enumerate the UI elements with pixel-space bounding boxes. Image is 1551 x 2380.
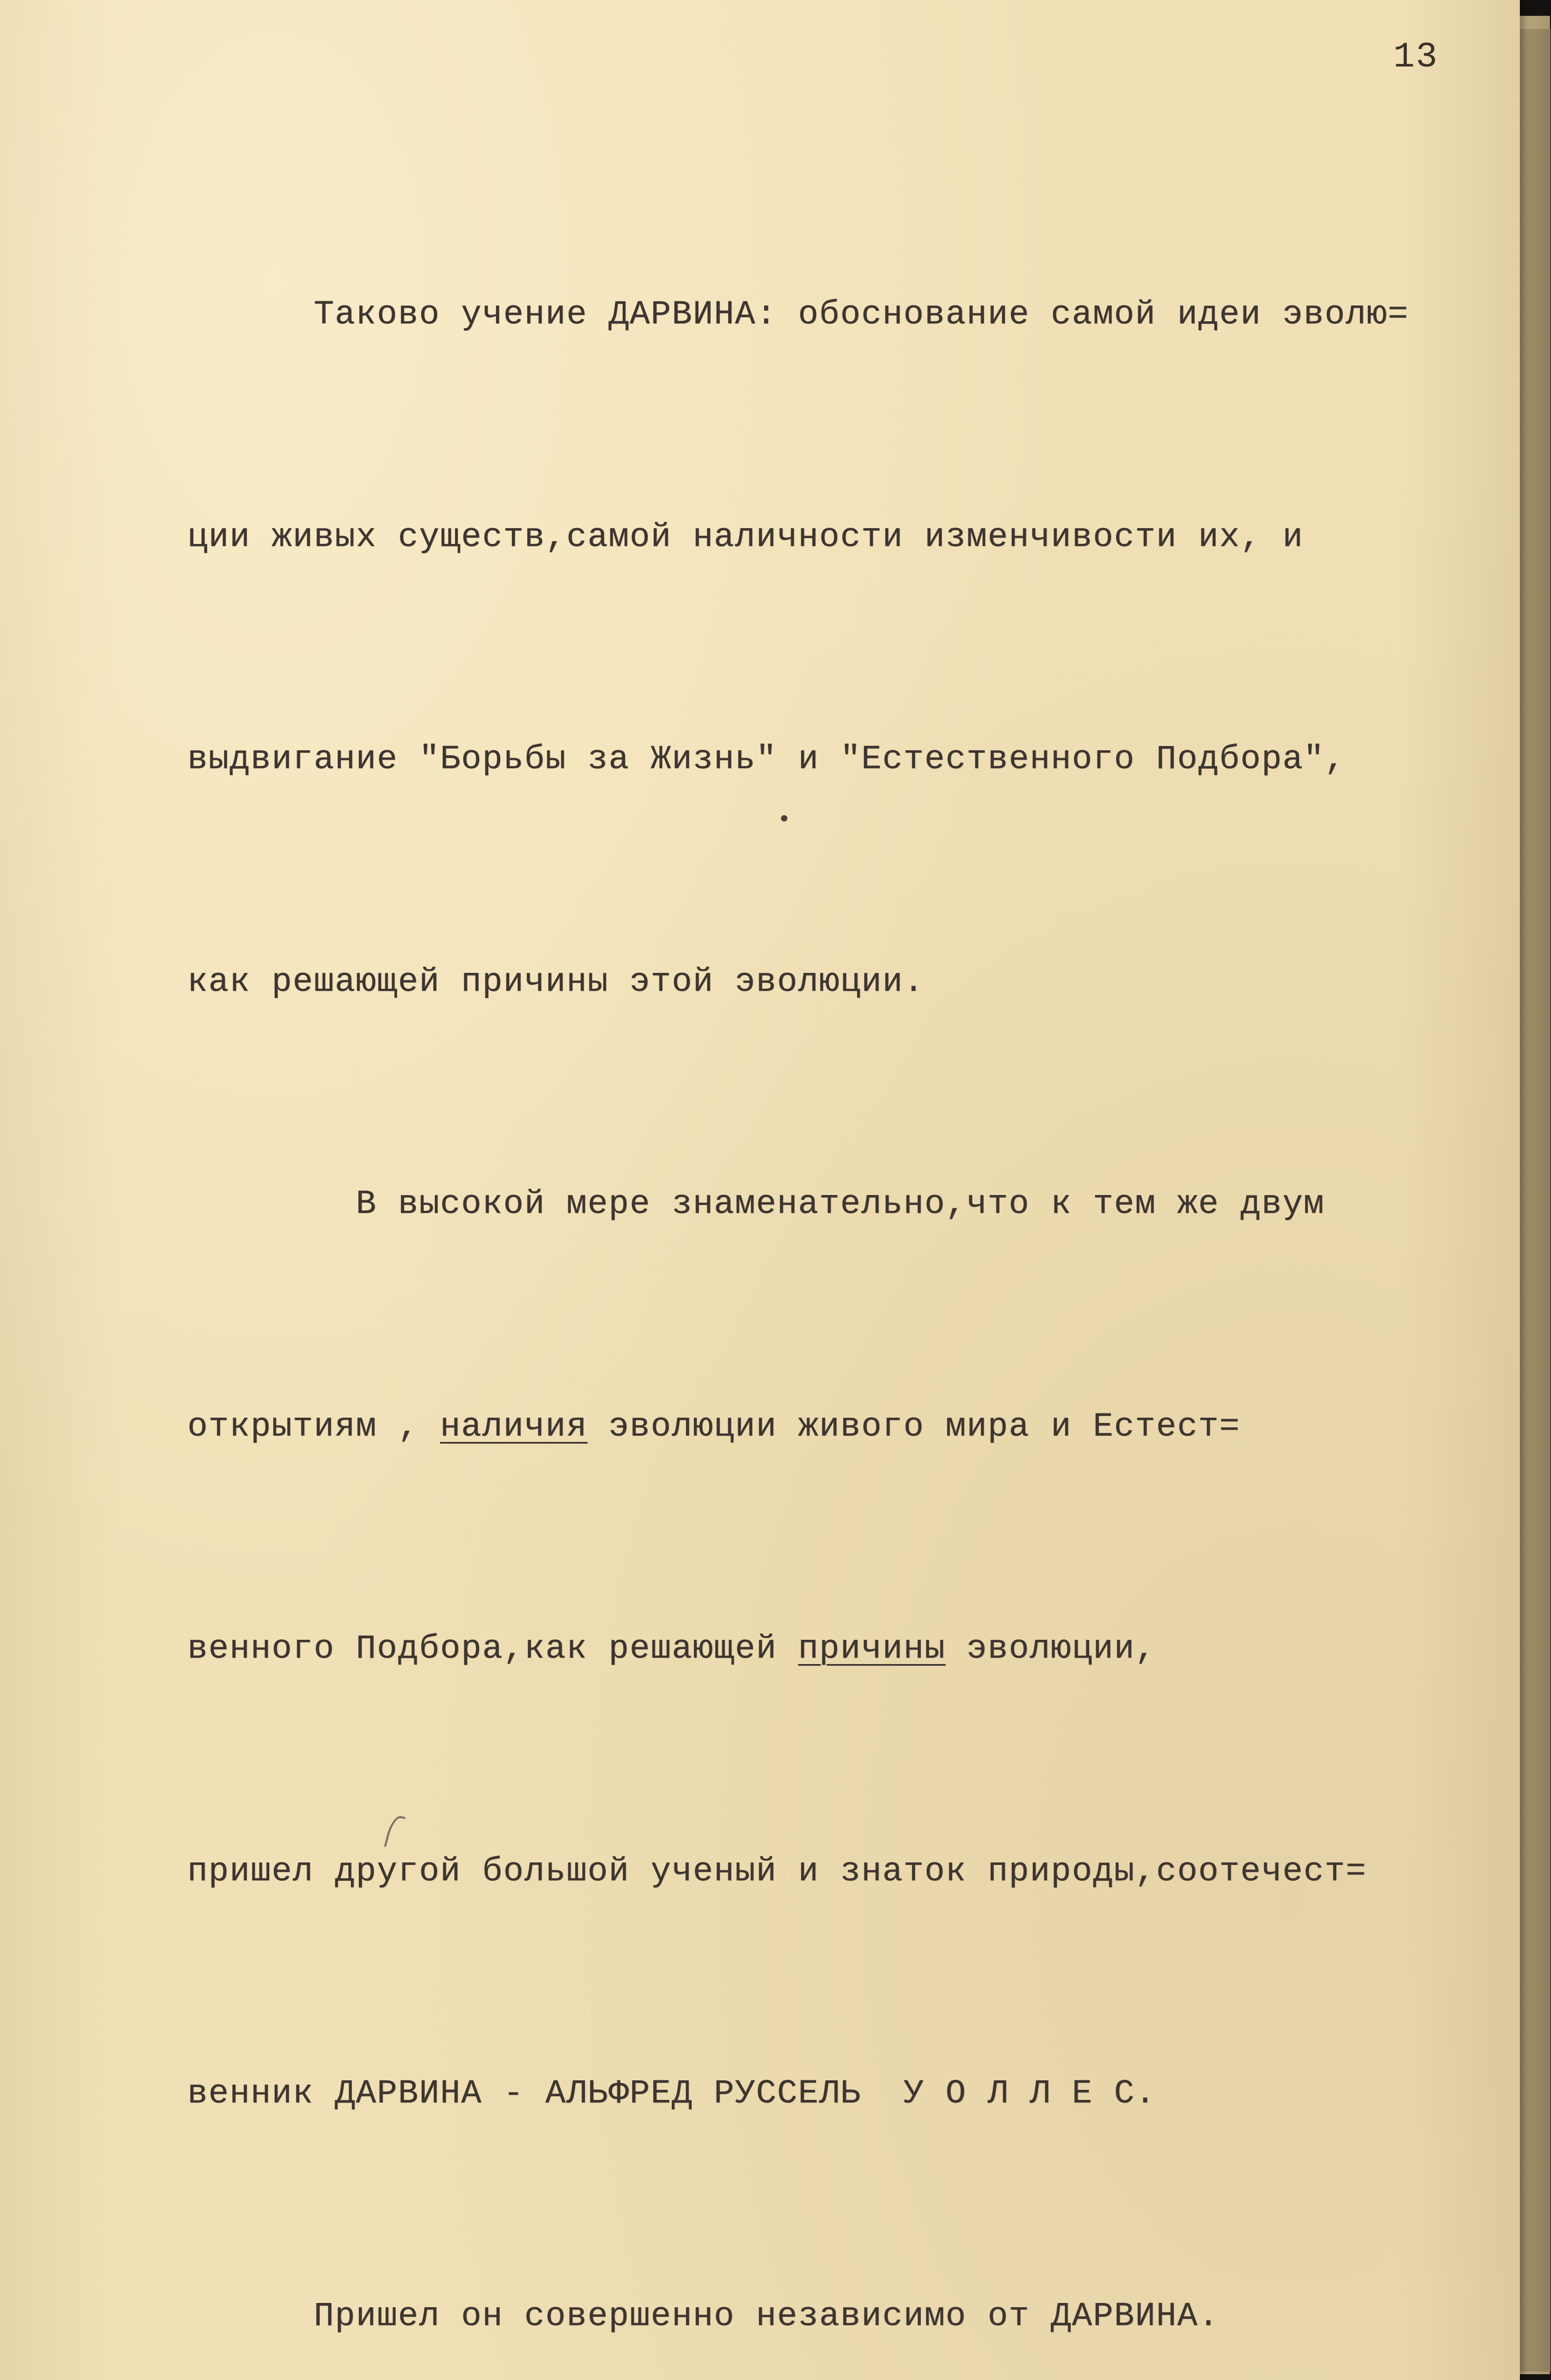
text-fragment: эволюции,	[945, 1630, 1156, 1668]
text-line: ции живых существ,самой наличности изменчивости их, и	[187, 518, 1304, 557]
text-line: выдвигание "Борьбы за Жизнь" и "Естественного Подбора",	[187, 741, 1346, 779]
underlined-emphasis: причины	[798, 1630, 946, 1668]
text-line: венник ДАРВИНА - АЛЬФРЕД РУССЕЛЬ У О Л Л Е С.	[187, 2075, 1156, 2113]
text-line: как решающей причины этой эволюции.	[187, 963, 925, 1001]
text-fragment: открытиям ,	[187, 1408, 440, 1446]
text-line: пришел другой большой ученый и знаток природы,соотечест=	[187, 1852, 1367, 1891]
text-line	[187, 1612, 1507, 1687]
text-line	[187, 1390, 1507, 1465]
text-line: Пришел он совершенно независимо от ДАРВИНА.	[187, 2297, 1220, 2336]
text-line: Таково учение ДАРВИНА: обоснование самой идеи эволю=	[187, 296, 1409, 334]
text-fragment: венного Подбора,как решающей	[187, 1630, 798, 1668]
page-number: 13	[1393, 37, 1439, 78]
ink-dot	[781, 815, 787, 821]
typewritten-text	[187, 130, 1507, 2380]
text-fragment: эволюции живого мира и Естест=	[587, 1408, 1241, 1446]
underlined-emphasis: наличия	[440, 1408, 588, 1446]
text-line: В высокой мере знаменательно,что к тем же двум	[187, 1186, 1325, 1224]
